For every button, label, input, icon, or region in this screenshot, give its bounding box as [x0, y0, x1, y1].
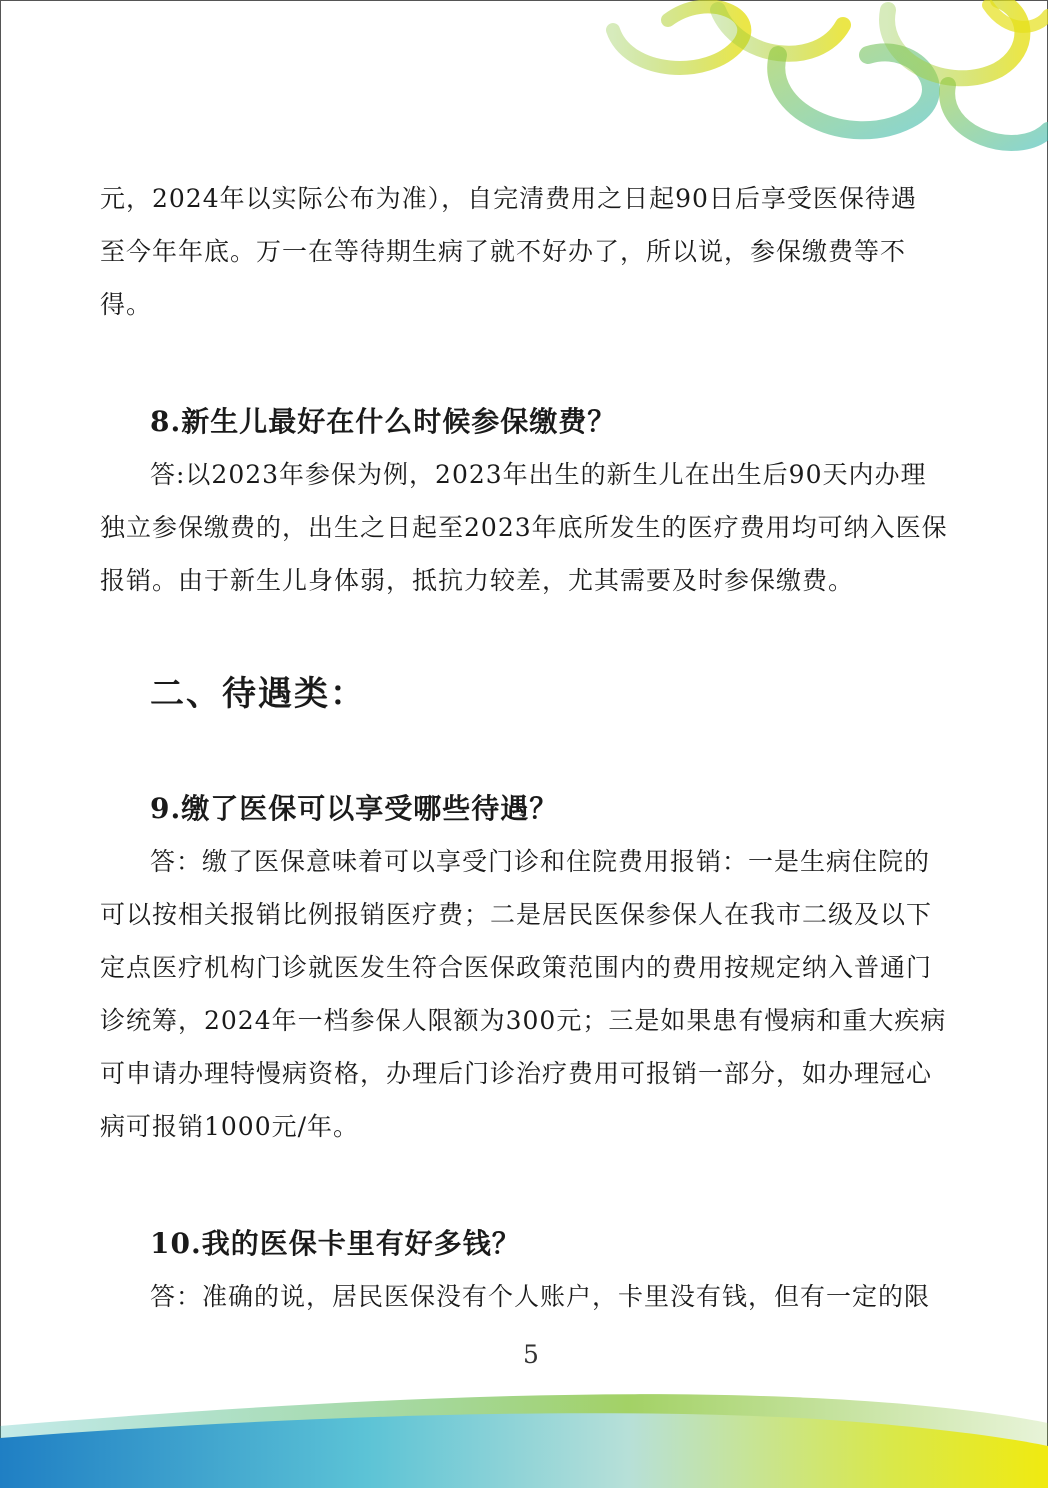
page-number: 5 [523, 1340, 539, 1369]
question-9-answer [100, 835, 950, 1153]
answer-line: 答:以2023年参保为例，2023年出生的新生儿在出生后90天内办理 [150, 460, 927, 489]
intro-line: 元，2024年以实际公布为准），自完清费用之日起90日后享受医保待遇 [100, 184, 917, 213]
answer-line: 报销。由于新生儿身体弱，抵抗力较差，尤其需要及时参保缴费。 [100, 566, 855, 595]
answer-line: 可以按相关报销比例报销医疗费；二是居民医保参保人在我市二级及以下 [100, 900, 933, 929]
answer-line: 定点医疗机构门诊就医发生符合医保政策范围内的费用按规定纳入普通门 [100, 953, 933, 982]
answer-line: 答：准确的说，居民医保没有个人账户，卡里没有钱，但有一定的限 [150, 1282, 931, 1311]
decorative-wave-bottom [0, 1378, 1048, 1488]
intro-paragraph [100, 172, 950, 331]
intro-line: 得。 [100, 290, 153, 319]
intro-line: 至今年年底。万一在等待期生病了就不好办了，所以说，参保缴费等不 [100, 237, 907, 266]
question-10-title: 10.我的医保卡里有好多钱？ [150, 1227, 521, 1260]
question-8-title: 8.新生儿最好在什么时候参保缴费？ [150, 405, 617, 438]
answer-line: 诊统筹，2024年一档参保人限额为300元；三是如果患有慢病和重大疾病 [100, 1006, 947, 1035]
decorative-swirl-top [588, 0, 1048, 165]
answer-line: 病可报销1000元/年。 [100, 1112, 360, 1141]
question-9-title: 9.缴了医保可以享受哪些待遇？ [150, 792, 559, 825]
question-10-answer [100, 1270, 950, 1323]
question-8-answer [100, 448, 950, 607]
section-2-title: 二、待遇类： [150, 674, 366, 714]
answer-line: 答：缴了医保意味着可以享受门诊和住院费用报销：一是生病住院的 [150, 847, 931, 876]
answer-line: 可申请办理特慢病资格，办理后门诊治疗费用可报销一部分，如办理冠心 [100, 1059, 933, 1088]
answer-line: 独立参保缴费的，出生之日起至2023年底所发生的医疗费用均可纳入医保 [100, 513, 948, 542]
document-body [100, 172, 950, 1323]
